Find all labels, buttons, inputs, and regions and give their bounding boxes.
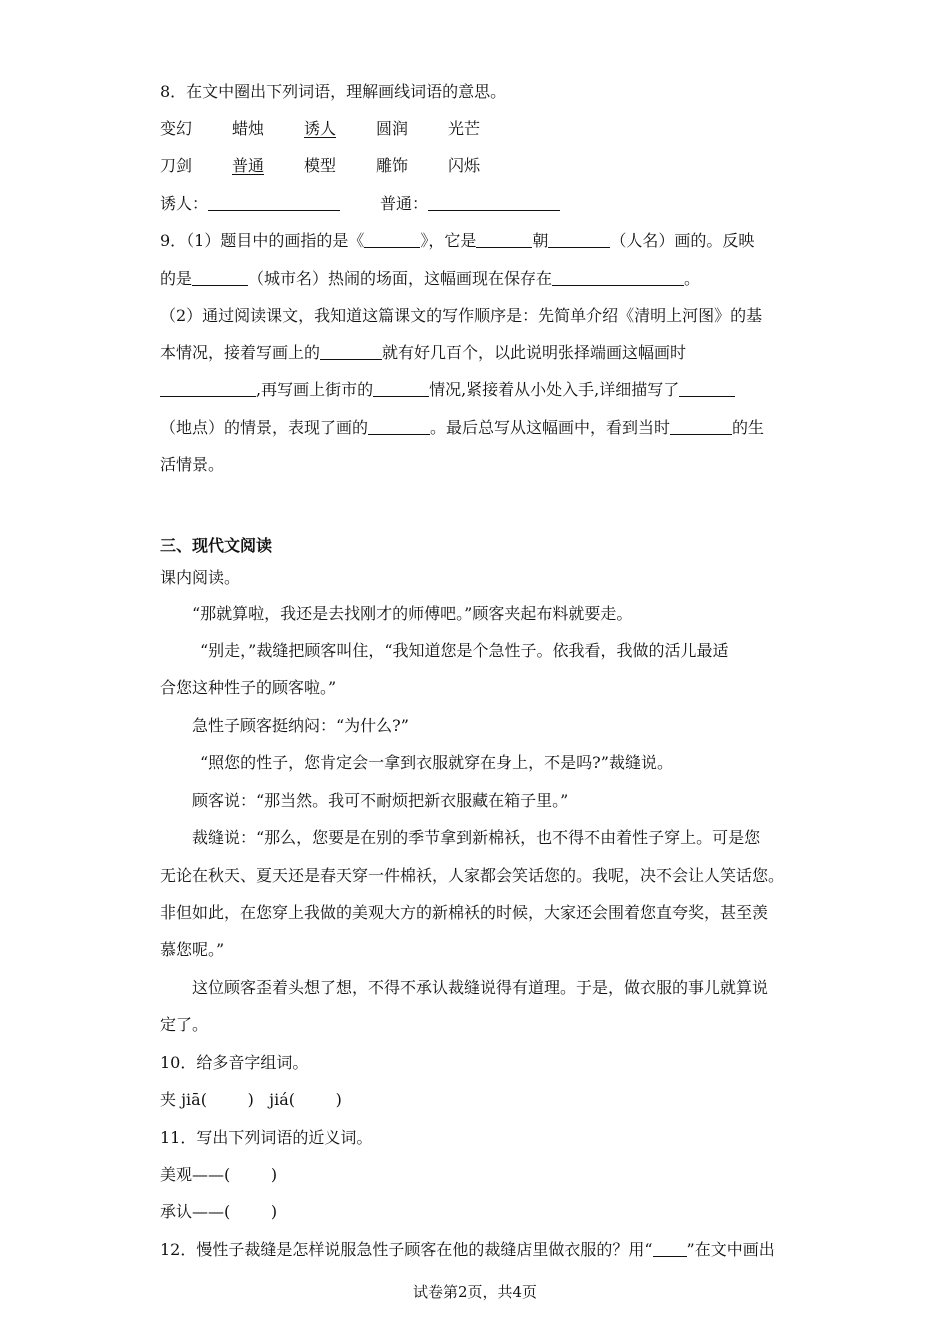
text: 就有好几百个，以此说明张择端画这幅画时	[382, 343, 687, 362]
passage-paragraph: “那就算啦，我还是去找刚才的师傅吧。”顾客夹起布料就要走。	[192, 604, 633, 623]
passage-paragraph: “照您的性子，您肯定会一拿到衣服就穿在身上，不是吗?”裁缝说。	[200, 753, 673, 772]
answer-blank[interactable]	[428, 194, 560, 211]
underline-mark	[653, 1240, 687, 1257]
passage-paragraph: 裁缝说：“那么，您要是在别的季节拿到新棉袄，也不得不由着性子穿上。可是您	[192, 828, 761, 847]
word-item: 刀剑	[160, 156, 193, 175]
q9-part2-line3	[160, 380, 735, 400]
passage-paragraph: “别走，”裁缝把顾客叫住，“我知道您是个急性子。依我看，我做的活儿最适	[200, 641, 729, 660]
answer-blank[interactable]	[368, 418, 430, 435]
text: 12．慢性子裁缝是怎样说服急性子顾客在他的裁缝店里做衣服的？用“	[160, 1240, 653, 1259]
q11-answer-a[interactable]: 美观——( )	[160, 1165, 278, 1184]
passage-paragraph: 急性子顾客挺纳闷：“为什么?”	[192, 716, 409, 735]
text: 朝	[532, 231, 549, 250]
text: 9．（1）题目中的画指的是《	[160, 231, 365, 250]
passage-paragraph-cont: 定了。	[160, 1015, 209, 1034]
passage-paragraph-cont: 无论在秋天、夏天还是春天穿一件棉袄，人家都会笑话您的。我呢，决不会让人笑话您。	[160, 866, 785, 885]
fill-label: 诱人：	[160, 194, 209, 213]
text: （人名）画的。反映	[610, 231, 755, 250]
q11-answer-b[interactable]: 承认——( )	[160, 1202, 278, 1221]
q8-prompt: 8．在文中圈出下列词语，理解画线词语的意思。	[160, 82, 507, 101]
answer-blank[interactable]	[679, 380, 735, 397]
q9-part2-line4	[160, 418, 764, 438]
answer-blank[interactable]	[364, 231, 420, 248]
q9-part1-line1	[160, 231, 754, 251]
text: ”在文中画出	[686, 1240, 775, 1259]
text: ,再写画上街市的	[256, 380, 374, 399]
word-item: 蜡烛	[232, 119, 265, 138]
q12-prompt	[160, 1240, 775, 1260]
word-item: 光芒	[448, 119, 481, 138]
page-footer: 试卷第2页，共4页	[412, 1283, 538, 1301]
text: 的生	[732, 418, 765, 437]
q11-prompt: 11．写出下列词语的近义词。	[160, 1128, 373, 1147]
q9-part2-line5: 活情景。	[160, 455, 225, 474]
answer-blank[interactable]	[670, 418, 732, 435]
passage-paragraph-cont: 非但如此，在您穿上我做的美观大方的新棉袄的时候，大家还会围着您直夸奖，甚至羡	[160, 903, 769, 922]
answer-blank[interactable]	[373, 380, 429, 397]
text: 本情况，接着写画上的	[160, 343, 321, 362]
fill-label: 普通：	[380, 194, 429, 213]
answer-blank[interactable]	[552, 269, 684, 286]
text: 的是	[160, 269, 193, 288]
answer-blank[interactable]	[548, 231, 610, 248]
word-item: 闪烁	[448, 156, 481, 175]
q9-part2-line2	[160, 343, 686, 363]
answer-blank[interactable]	[476, 231, 532, 248]
passage-paragraph: 这位顾客歪着头想了想，不得不承认裁缝说得有道理。于是，做衣服的事儿就算说	[192, 978, 769, 997]
q9-part1-line2	[160, 269, 700, 289]
q9-part2-line1: （2）通过阅读课文，我知道这篇课文的写作顺序是：先简单介绍《清明上河图》的基	[160, 306, 763, 325]
passage-paragraph-cont: 慕您呢。”	[160, 940, 225, 959]
passage-paragraph-cont: 合您这种性子的顾客啦。”	[160, 678, 337, 697]
passage-paragraph: 顾客说：“那当然。我可不耐烦把新衣服藏在箱子里。”	[192, 791, 569, 810]
word-item: 变幻	[160, 119, 193, 138]
text: 。	[684, 269, 701, 288]
answer-blank[interactable]	[192, 269, 248, 286]
word-item: 圆润	[376, 119, 409, 138]
text: 情况,紧接着从小处入手,详细描写了	[429, 380, 680, 399]
section-subtitle: 课内阅读。	[160, 568, 241, 587]
answer-blank[interactable]	[208, 194, 340, 211]
section-title: 三、现代文阅读	[160, 536, 273, 555]
word-item: 模型	[304, 156, 337, 175]
q10-answer-line[interactable]: 夹 jiā( ) jiá( )	[160, 1090, 342, 1109]
text: （地点）的情景，表现了画的	[160, 418, 369, 437]
underlined-word: 诱人	[304, 119, 337, 138]
underlined-word: 普通	[232, 156, 265, 175]
answer-blank[interactable]	[160, 380, 256, 397]
text: 。最后总写从这幅画中，看到当时	[430, 418, 671, 437]
answer-blank[interactable]	[320, 343, 382, 360]
word-item: 雕饰	[376, 156, 409, 175]
q10-prompt: 10．给多音字组词。	[160, 1053, 309, 1072]
text: 》，它是	[420, 231, 477, 250]
q8-fill-line	[160, 194, 560, 214]
text: （城市名）热闹的场面，这幅画现在保存在	[248, 269, 553, 288]
